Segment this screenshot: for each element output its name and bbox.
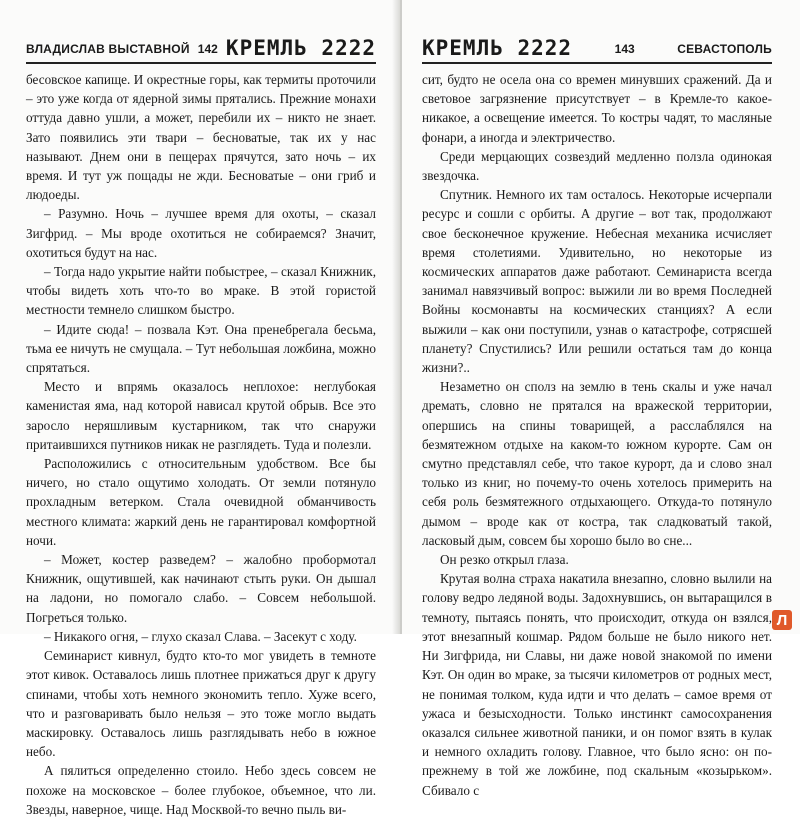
running-head-title: КРЕМЛЬ 2222 [422, 36, 573, 60]
right-page-header [422, 22, 772, 64]
publisher-logo-icon: Л [772, 610, 792, 630]
paragraph: – Никакого огня, – глухо сказал Слава. – Засекут с ходу. [44, 628, 357, 644]
running-head-title: КРЕМЛЬ 2222 [225, 36, 376, 60]
left-page-header [26, 22, 376, 64]
paragraph: – Идите сюда! – позвала Кэт. Она пренебрегала бесьма, тьма ее ничуть не смущала. – Тут небольшая ложбина, можно спрятаться. [26, 321, 376, 376]
running-head-section: СЕВАСТОПОЛЬ [677, 42, 772, 56]
paragraph: Расположились с относительным удобством. Все бы ничего, но стало ощутимо холодать. От земли потянуло прохладным ветерком. Стала очевидной обманчивость местного климата: жаркий день не гарантировал комфортной ночи. [26, 456, 376, 548]
paragraph: Незаметно он сполз на землю в тень скалы и уже начал дремать, словно не прятался на вражеской территории, опершись на спины товарищей, а расслаблялся на безмятежном отдыхе на каком-то южном курорте. Сам он смутно представлял себе, что такое курорт, да и слово знал только из книг, но почему-то очень хотелось примерить на себя роль безмятежного отдыхающего. Откуда-то потянуло дымом – вроде как от костра, так сладковатый такой, ласковый дым, совсем бы хорошо было во сне... [422, 379, 772, 548]
paragraph: – Тогда надо укрытие найти побыстрее, – сказал Книжник, чтобы видеть хоть что-то во мраке. В этой гористой местности темнело слишком быстро. [26, 264, 376, 318]
left-page-text [26, 70, 376, 819]
paragraph: А пялиться определенно стоило. Небо здесь совсем не похоже на московское – более глубокое, объемное, что ли. Звезды, наверное, чище. Над Москвой-то вечно пыль ви- [26, 763, 376, 817]
paragraph: Крутая волна страха накатила внезапно, словно вылили на голову ведро ледяной воды. Задохнувшись, он вытаращился в темноту, пытаясь понять, что происходит, откуда он взялся, этот внезапный кошмар. Рядом больше не было никого нет. Ни Зигфрида, ни Славы, ни даже новой знакомой по имени Кэт. Он один во мраке, за тысячи километров от родных мест, не понимая толком, куда идти и что делать – самое время от ужаса и безысходности. Только инстинкт самосохранения оказался сильнее животной паники, и он помог взять в кулак и немного охладить голову. Главное, что было ясно: он по-прежнему в той же ложбине, под скальным «козырьком». Сбивало с [422, 571, 772, 798]
left-page [0, 0, 398, 817]
paragraph: Он резко открыл глаза. [440, 552, 569, 568]
paragraph: – Разумно. Ночь – лучшее время для охоты, – сказал Зигфрид. – Мы вроде охотиться не собираемся? Значит, охотиться будут на нас. [26, 206, 376, 260]
page-number: 142 [197, 42, 218, 56]
paragraph: – Может, костер разведем? – жалобно пробормотал Книжник, ощутившей, как начинают стыть руки. Он дышал на ладони, но помогало слабо. – Совсем небольшой. Погреться только. [26, 552, 376, 625]
running-head-author: ВЛАДИСЛАВ ВЫСТАВНОЙ [26, 42, 190, 56]
right-page-text [422, 70, 772, 800]
paragraph: Семинарист кивнул, будто кто-то мог увидеть в темноте этот кивок. Оставалось лишь плотнее прижаться друг к другу спинами, чтобы хоть немного экономить тепло. Хуже всего, что и разговаривать было нельзя – это тоже могло выдать маскировку. Оставалось лишь разглядывать небо в южное небо. [26, 648, 376, 760]
paragraph: Спутник. Немного их там осталось. Некоторые исчерпали ресурс и сошли с орбиты. А другие – вот так, продолжают свое бесконечное кружение. Небесная механика исчисляет время столетиями. Удивительно, но некоторые из космических аппаратов даже работают. Семинариста всегда занимал навязчивый вопрос: выжили ли во время Последней Войны космонавты на космических станциях? А если выжили – как они поступили, узнав о катастрофе, сотрясшей планету? Спустились? Или решили остаться там до конца жизни?.. [422, 187, 772, 376]
right-page [402, 0, 800, 798]
paragraph: Место и впрямь оказалось неплохое: неглубокая каменистая яма, над которой нависал крутой обрыв. Все это заросло неряшливым кустарником, так что снаружи притаившихся путников никак не разглядеть. Туда и полезли. [26, 379, 376, 452]
paragraph: бесовское капище. И окрестные горы, как термиты проточили – это уже когда от ядерной зимы прятались. Прежние монахи оттуда давно ушли, а может, перебили их – никто не знает. Зато появились эти твари – бесноватые, так их у нас называют. Днем они в пещерах прячутся, зато ночь – их время. И тут уж пощады не жди. Бесноватые – они гриб и людоеды. [26, 72, 376, 203]
paragraph: Среди мерцающих созвездий медленно ползла одинокая звездочка. [422, 148, 772, 184]
page-number: 143 [614, 42, 635, 56]
paragraph: сит, будто не осела она со времен минувших сражений. Да и световое загрязнение присутствует – в Кремле-то какое-никакое, а освещение имеется. То костры чадят, то масляные фонари, а иногда и электричество. [422, 72, 772, 145]
